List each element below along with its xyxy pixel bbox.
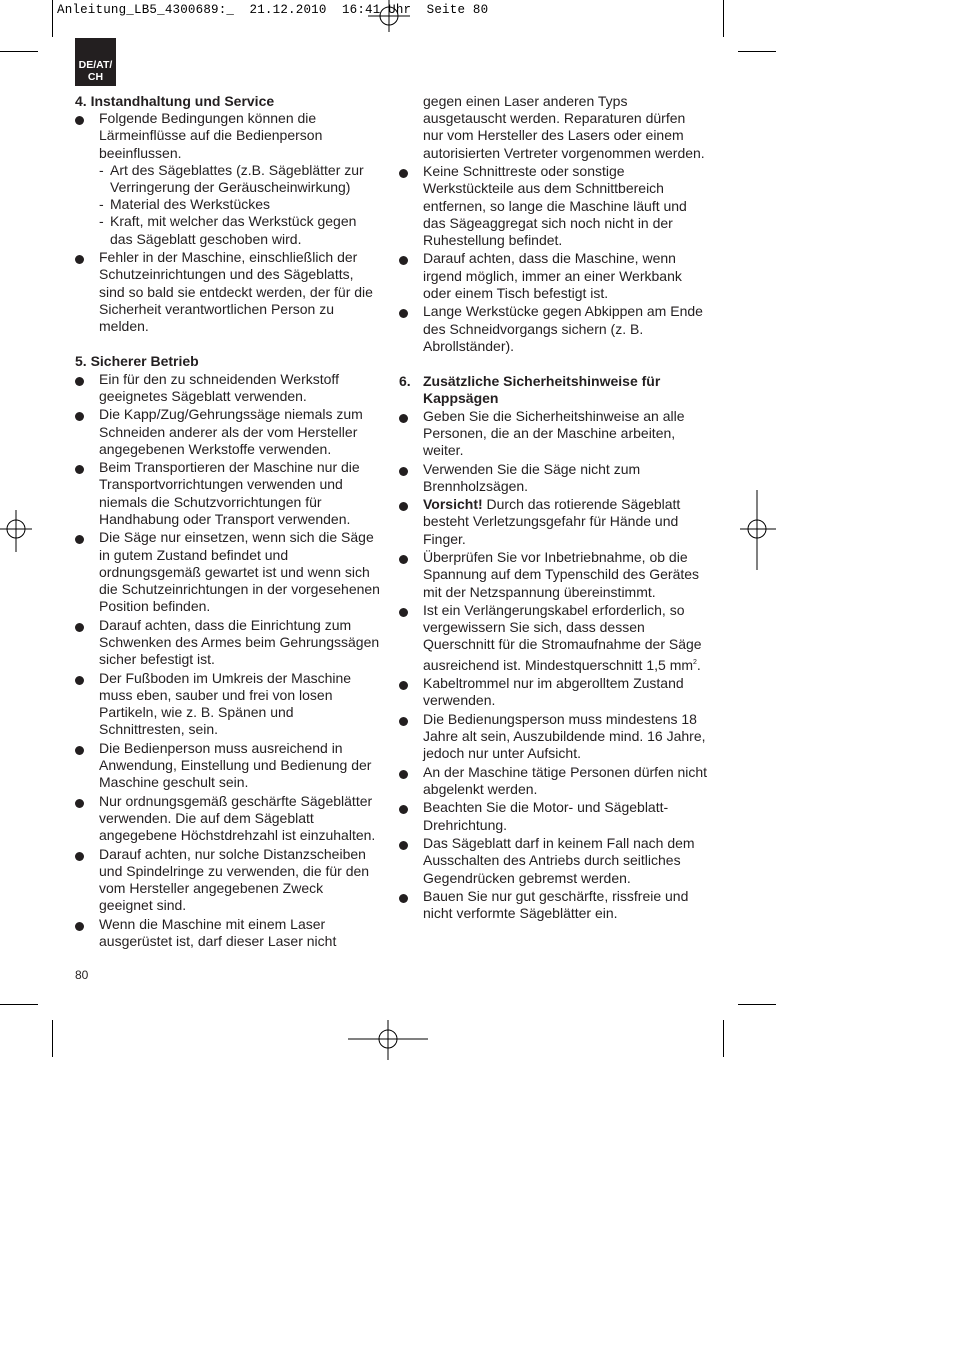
list-item-end: .: [696, 656, 701, 673]
list-item: An der Maschine tätige Personen dürfen nicht abgelenkt werden.: [399, 764, 709, 798]
section6-title-text: Zusätzliche Sicherheitshinweise für Kappsägen: [423, 373, 661, 407]
list-item: Darauf achten, nur solche Distanzscheiben und Spindelringe zu verwenden, die für den vom Hersteller angegebenen Zweck geeignet sind.: [75, 846, 380, 915]
continued-text: gegen einen Laser anderen Typs ausgetauscht werden. Reparaturen dürfen nur vom Hersteller des Lasers oder einem autorisierten Vertreter vorgenommen werden.: [423, 93, 705, 161]
page-number: 80: [75, 968, 89, 982]
list-item: Ein für den zu schneidenden Werkstoff geeignetes Sägeblatt verwenden.: [75, 371, 380, 405]
section6-title: [399, 373, 709, 407]
list-item-text: Folgende Bedingungen können die Lärmeinflüsse auf die Bedienperson beeinflussen.: [99, 110, 323, 161]
sub-item: - Material des Werkstückes: [75, 196, 380, 213]
crop-mark: [738, 1004, 776, 1005]
registration-mark-right: [740, 490, 776, 570]
list-item-text: Durch das rotierende Sägeblatt besteht Verletzungsgefahr für Hände und Finger.: [423, 496, 681, 547]
list-item: Fehler in der Maschine, einschließlich der Schutzeinrichtungen und des Sägeblatts, sind so bald sie entdeckt werden, der für die Sicherheit verantwortlichen Person zu melden.: [75, 249, 380, 335]
list-item: [75, 110, 380, 248]
section5-list-continued: [399, 163, 709, 355]
registration-mark-top: [368, 0, 410, 32]
list-item: Keine Schnittreste oder sonstige Werkstückteile aus dem Schnittbereich entfernen, so lange die Maschine läuft und das Sägeaggregat sich noch nicht in der Ruhestellung befindet.: [399, 163, 709, 249]
list-item: Die Säge nur einsetzen, wenn sich die Säge in gutem Zustand befindet und ordnungsgemäß gewartet ist und wenn sich die Schutzeinrichtungen in der vorgesehenen Position befinden.: [75, 529, 380, 615]
list-item: [399, 496, 709, 548]
list-item: Das Sägeblatt darf in keinem Fall nach dem Ausschalten des Antriebs durch seitliches Gegendrücken gebremst werden.: [399, 835, 709, 887]
list-item: Der Fußboden im Umkreis der Maschine muss eben, sauber und frei von losen Partikeln, wie z. B. Spänen und Schnittresten, sein.: [75, 670, 380, 739]
list-item: Geben Sie die Sicherheitshinweise an alle Personen, die an der Maschine arbeiten, weiter.: [399, 408, 709, 460]
list-item: Kabeltrommel nur im abgerolltem Zustand verwenden.: [399, 675, 709, 709]
sub-item: - Kraft, mit welcher das Werkstück gegen das Sägeblatt geschoben wird.: [75, 213, 380, 247]
superscript: 2: [693, 658, 697, 666]
left-column: [75, 93, 380, 951]
section4-title: 4. Instandhaltung und Service: [75, 93, 275, 109]
crop-mark: [738, 51, 776, 52]
registration-mark-bottom: [348, 1020, 428, 1060]
crop-mark: [723, 1020, 724, 1057]
list-item: Darauf achten, dass die Maschine, wenn irgend möglich, immer an einer Werkbank oder einem Tisch befestigt ist.: [399, 250, 709, 302]
list-item: Beachten Sie die Motor- und Sägeblatt-Drehrichtung.: [399, 799, 709, 833]
list-item: Nur ordnungsgemäß geschärfte Sägeblätter verwenden. Die auf dem Sägeblatt angegebene Höchstdrehzahl ist einzuhalten.: [75, 793, 380, 845]
sub-item: - Art des Sägeblattes (z.B. Sägeblätter zur Verringerung der Geräuscheinwirkung): [75, 162, 380, 196]
language-badge-line1: DE/AT/: [78, 59, 113, 71]
section4-list: [75, 110, 380, 335]
list-item: Verwenden Sie die Säge nicht zum Brennholzsägen.: [399, 461, 709, 495]
list-item: Überprüfen Sie vor Inbetriebnahme, ob die Spannung auf dem Typenschild des Gerätes mit der Netzspannung übereinstimmt.: [399, 549, 709, 601]
crop-mark: [52, 1020, 53, 1057]
crop-mark: [723, 0, 724, 37]
list-item: Die Bedienungsperson muss mindestens 18 Jahre alt sein, Auszubildende mind. 16 Jahre, jedoch nur unter Aufsicht.: [399, 711, 709, 763]
list-item: Beim Transportieren der Maschine nur die Transportvorrichtungen verwenden und niemals die Schutzvorrichtungen für Handhabung oder Transport verwenden.: [75, 459, 380, 528]
registration-mark-left: [0, 510, 32, 552]
crop-mark: [52, 0, 53, 37]
section6-number: 6.: [399, 373, 411, 390]
right-column: [399, 93, 709, 924]
print-header: Anleitung_LB5_4300689:_ 21.12.2010 16:41 Uhr Seite 80: [57, 3, 489, 17]
list-item: Lange Werkstücke gegen Abkippen am Ende des Schneidvorgangs sichern (z. B. Abrollständer).: [399, 303, 709, 355]
list-item-text: Ist ein Verlängerungskabel erforderlich, so vergewissern Sie sich, dass dessen Querschnitt für die Stromaufnahme der Säge ausreichend ist. Mindestquerschnitt 1,5 mm: [423, 602, 702, 673]
section5-list: [75, 371, 380, 950]
list-item: Darauf achten, dass die Einrichtung zum Schwenken des Armes beim Gehrungssägen sicher befestigt ist.: [75, 617, 380, 669]
crop-mark: [0, 1004, 38, 1005]
list-item: Wenn die Maschine mit einem Laser ausgerüstet ist, darf dieser Laser nicht: [75, 916, 380, 950]
warning-label: Vorsicht!: [423, 496, 483, 513]
language-badge-line2: CH: [87, 71, 104, 83]
crop-mark: [0, 51, 38, 52]
list-item: Die Kapp/Zug/Gehrungssäge niemals zum Schneiden anderer als der vom Hersteller angegebenen Werkstoffe verwenden.: [75, 406, 380, 458]
list-item: [399, 602, 709, 674]
section5-title: 5. Sicherer Betrieb: [75, 353, 199, 370]
section6-list: [399, 408, 709, 923]
list-item: Die Bedienperson muss ausreichend in Anwendung, Einstellung und Bedienung der Maschine geschult sein.: [75, 740, 380, 792]
list-item: Bauen Sie nur gut geschärfte, rissfreie und nicht verformte Sägeblätter ein.: [399, 888, 709, 922]
language-badge: [75, 38, 116, 86]
